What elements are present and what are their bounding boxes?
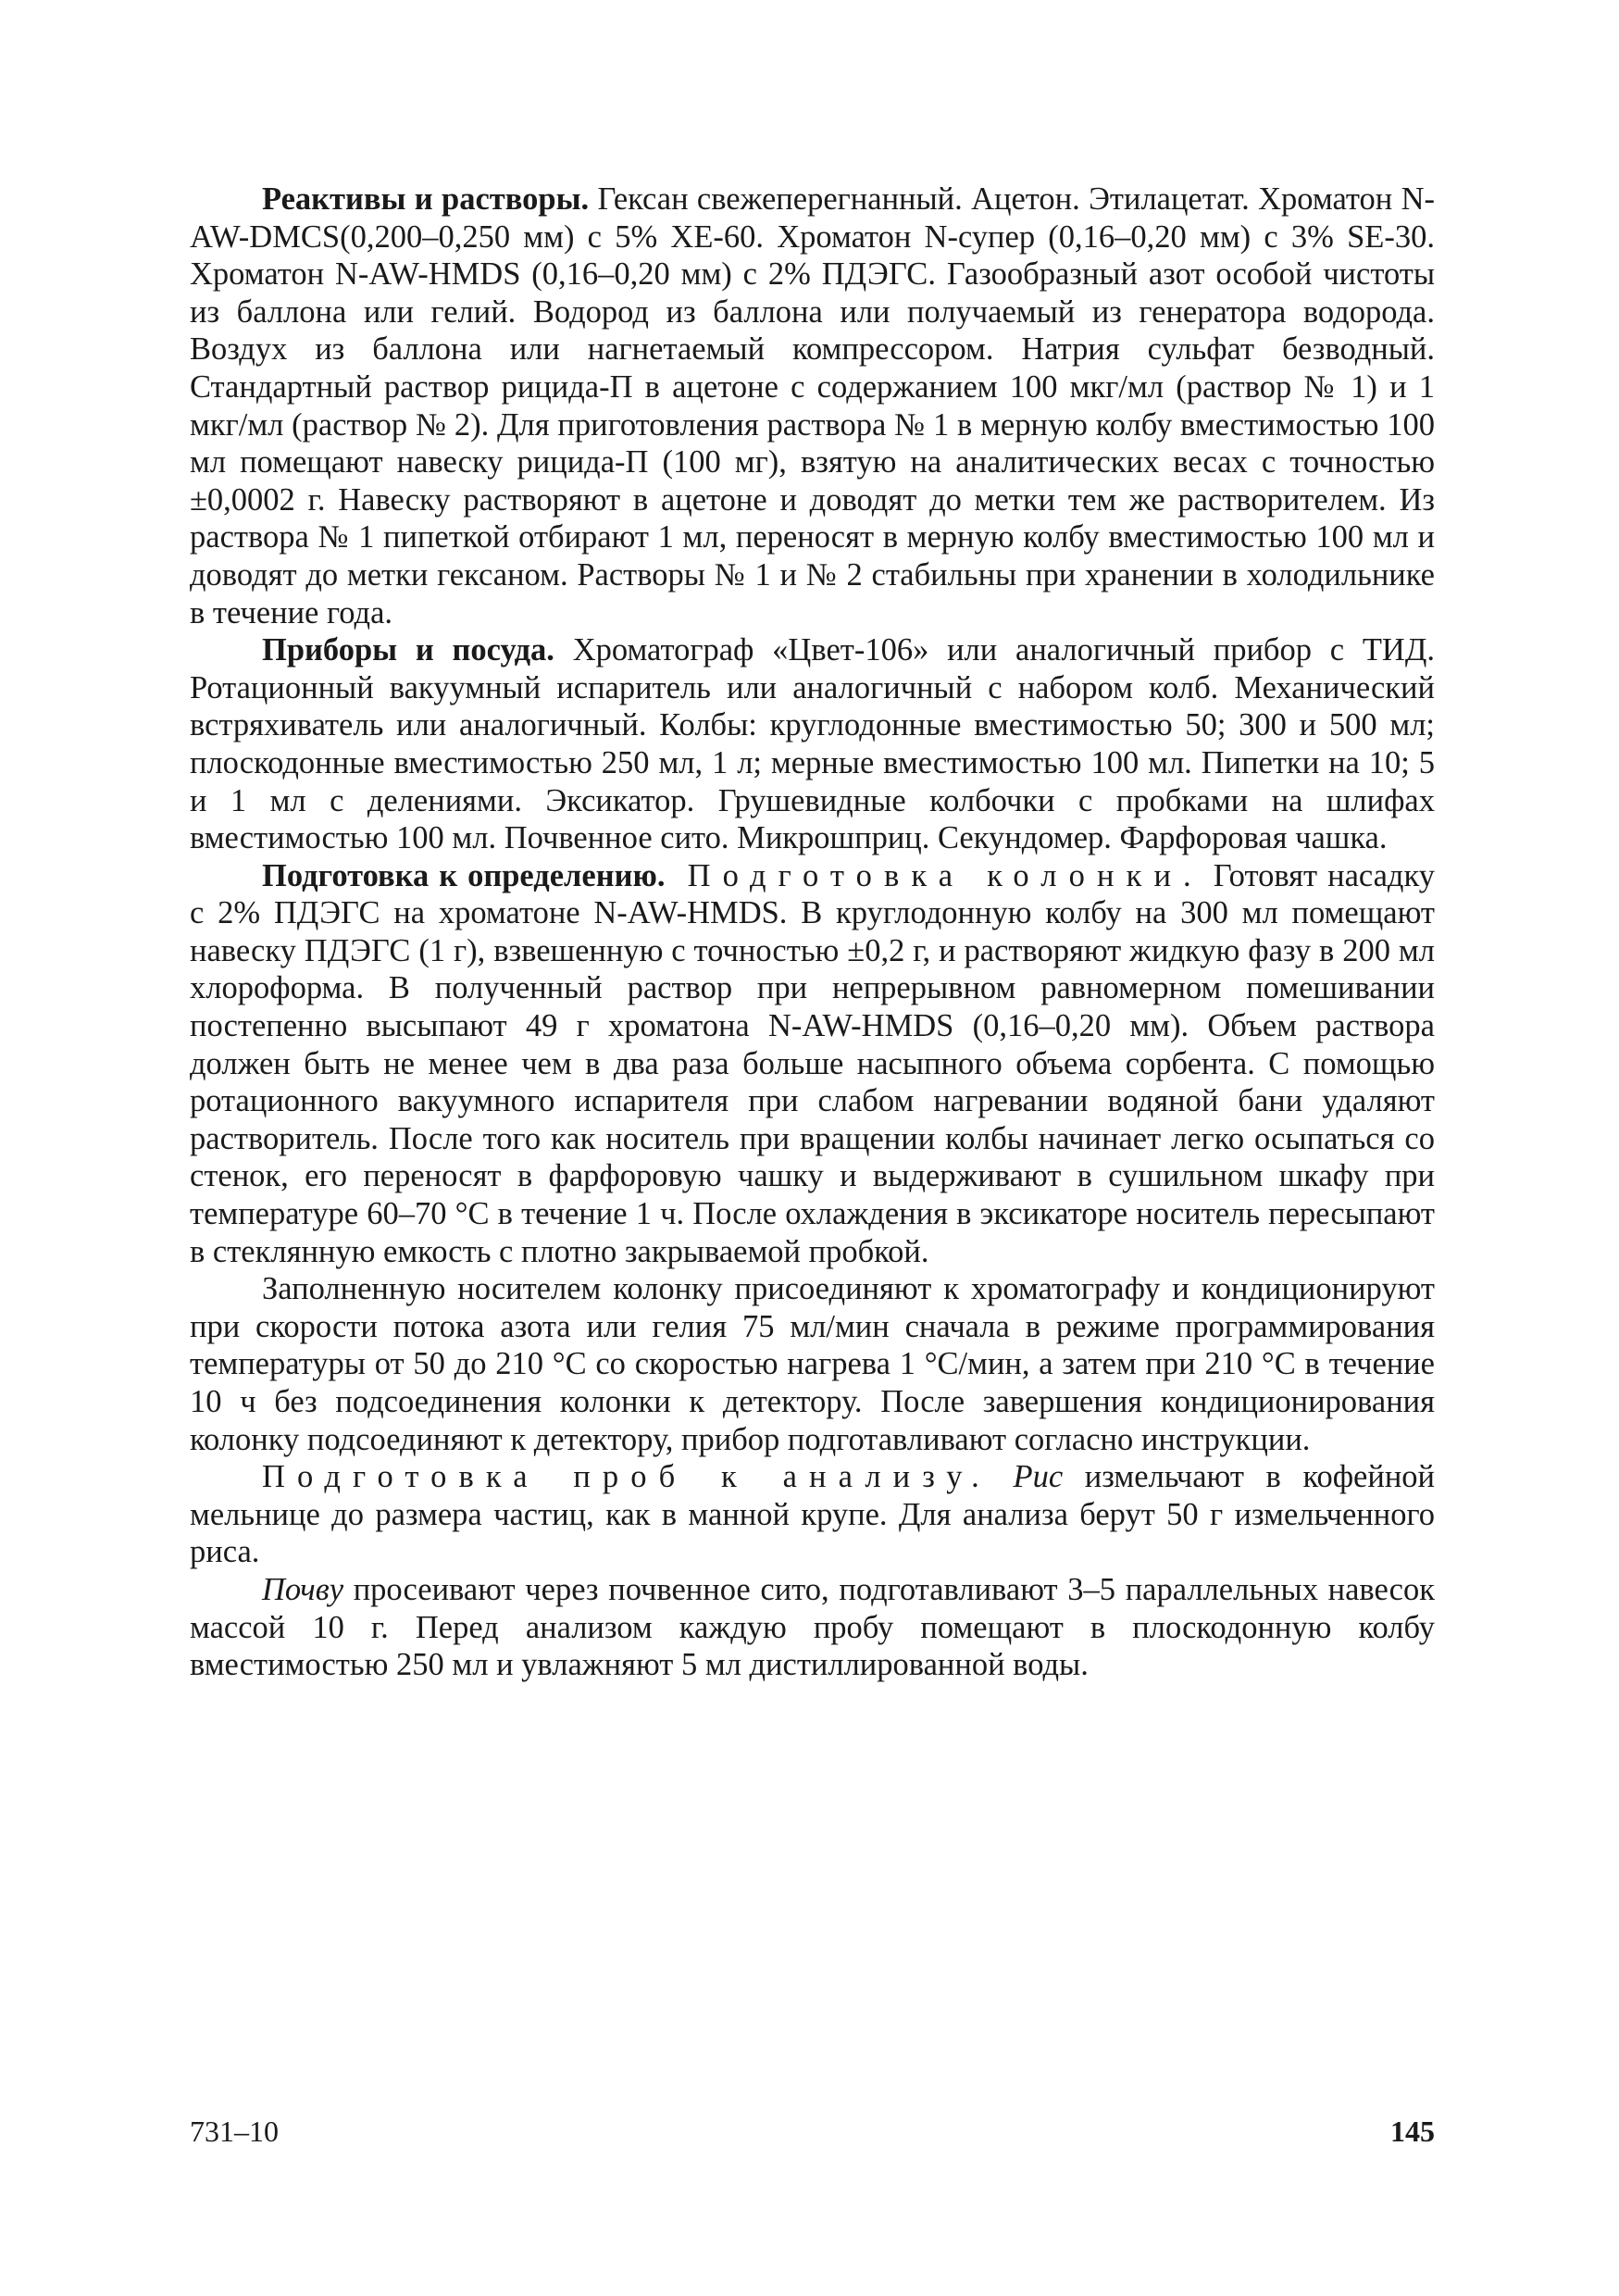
subheading-sample-preparation: Подготовка проб к анализу. xyxy=(262,1459,991,1495)
paragraph-text: Хроматограф «Цвет-106» или аналогичный прибор с ТИД. Ротационный вакуумный испаритель или аналогичный с набором колб. Механический встряхиватель или аналогичный. Колбы: круглодонные вместимостью 50; 300 и 500 мл; плоскодонные вместимостью 250 мл, 1 л; мерные вместимостью 100 мл. Пипетки на 10; 5 и 1 мл с делениями. Эксикатор. Грушевидные колбочки с пробками на шлифах вместимостью 100 мл. Почвенное сито. Микрошприц. Секундомер. Фарфоровая чашка. xyxy=(190,632,1435,856)
paragraph-text: Заполненную носителем колонку присоединяют к хроматографу и кондиционируют при скорости потока азота или гелия 75 мл/мин сначала в режиме программирования температуры от 50 до 210 °С со скоростью нагрева 1 °С/мин, а затем при 210 °С в течение 10 ч без подсоединения колонки к детектору. После завершения кондиционирования колонку подсоединяют к детектору, прибор подготавливают согласно инструкции. xyxy=(190,1271,1435,1457)
paragraph-soil xyxy=(190,1571,1435,1684)
paragraph-reagents xyxy=(190,181,1435,631)
paragraph-text: просеивают через почвенное сито, подготавливают 3–5 параллельных навесок массой 10 г. Перед анализом каждую пробу помещают в плоскодонную колбу вместимостью 250 мл и увлажняют 5 мл дистиллированной воды. xyxy=(190,1571,1435,1683)
signature-code: 731–10 xyxy=(190,2115,279,2148)
section-heading-instruments: Приборы и посуда. xyxy=(262,632,554,668)
section-heading-reagents: Реактивы и растворы. xyxy=(262,181,590,217)
subheading-column-preparation: Подготовка колонки. xyxy=(665,857,1203,893)
paragraph-preparation xyxy=(190,857,1435,1271)
page-number: 145 xyxy=(1390,2115,1435,2148)
paragraph-sample-preparation xyxy=(190,1458,1435,1571)
emphasis-soil: Почву xyxy=(262,1571,344,1607)
paragraph-instruments xyxy=(190,631,1435,857)
section-heading-preparation: Подготовка к определению. xyxy=(262,857,666,893)
paragraph-text: Гексан свежеперегнанный. Ацетон. Этилацетат. Хроматон N-AW-DMCS(0,200–0,250 мм) с 5% XE-60. Хроматон N-супер (0,16–0,20 мм) с 3% SE-30. Хроматон N-AW-HMDS (0,16–0,20 мм) с 2% ПДЭГС. Газообразный азот особой чистоты из баллона или гелий. Водород из баллона или получаемый из генератора водорода. Воздух из баллона или нагнетаемый компрессором. Натрия сульфат безводный. Стандартный раствор рицида-П в ацетоне с содержанием 100 мкг/мл (раствор № 1) и 1 мкг/мл (раствор № 2). Для приготовления раствора № 1 в мерную колбу вместимостью 100 мл помещают навеску рицида-П (100 мг), взятую на аналитических весах с точностью ±0,0002 г. Навеску растворяют в ацетоне и доводят до метки тем же растворителем. Из раствора № 1 пипеткой отбирают 1 мл, переносят в мерную колбу вместимостью 100 мл и доводят до метки гексаном. Растворы № 1 и № 2 стабильны при хранении в холодильнике в течение года. xyxy=(190,181,1436,630)
paragraph-conditioning xyxy=(190,1270,1435,1458)
paragraph-text: Готовят насадку с 2% ПДЭГС на хроматоне N-AW-HMDS. В круглодонную колбу на 300 мл помещают навеску ПДЭГС (1 г), взвешенную с точностью ±0,2 г, и растворяют жидкую фазу в 200 мл хлороформа. В полученный раствор при непрерывном равномерном помешивании постепенно высыпают 49 г хроматона N-AW-HMDS (0,16–0,20 мм). Объем раствора должен быть не менее чем в два раза больше насыпного объема сорбента. С помощью ротационного вакуумного испарителя при слабом нагревании водяной бани удаляют растворитель. После того как носитель при вращении колбы начинает легко осыпаться со стенок, его переносят в фарфоровую чашку и выдерживают в сушильном шкафу при температуре 60–70 °С в течение 1 ч. После охлаждения в эксикаторе носитель пересыпают в стеклянную емкость с плотно закрываемой пробкой. xyxy=(190,857,1435,1269)
document-page xyxy=(190,181,1435,2199)
paragraph-text: измельчают в кофейной мельнице до размера частиц, как в манной крупе. Для анализа берут 50 г измельченного риса. xyxy=(190,1459,1436,1570)
emphasis-rice: Рис xyxy=(990,1459,1064,1495)
page-footer xyxy=(190,2111,1435,2152)
